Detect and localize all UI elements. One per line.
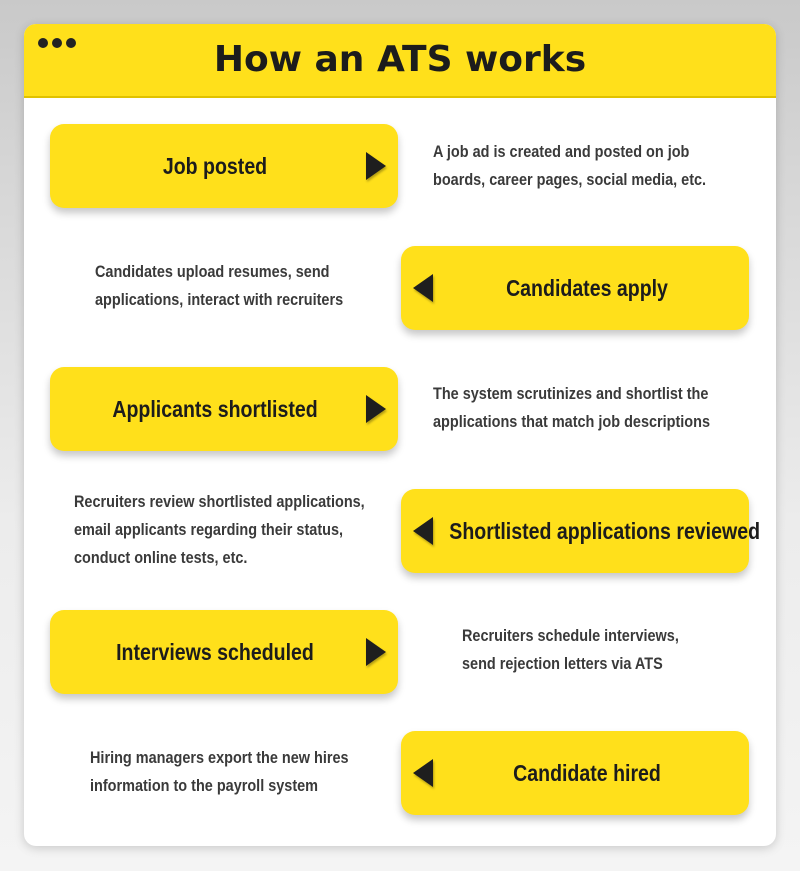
description-line: A job ad is created and posted on job: [433, 142, 690, 161]
arrow-left-icon: [413, 517, 433, 545]
description-line: Recruiters schedule interviews,: [462, 626, 679, 645]
diagram-window: [24, 24, 776, 846]
step-description: [74, 488, 365, 572]
description-line: information to the payroll system: [90, 776, 319, 795]
step-job-posted: [50, 124, 398, 208]
step-applicants-shortlisted: [50, 367, 398, 451]
step-label: Applicants shortlisted: [112, 395, 318, 422]
step-candidate-hired: [401, 731, 749, 815]
step-description: [433, 380, 711, 436]
step-description: [90, 744, 362, 800]
header-bar: [24, 24, 776, 98]
description-line: send rejection letters via ATS: [462, 654, 663, 673]
description-line: Hiring managers export the new hires: [90, 748, 349, 767]
arrow-right-icon: [366, 395, 386, 423]
step-description: [95, 258, 367, 314]
description-line: applications that match job descriptions: [433, 412, 711, 431]
arrow-left-icon: [413, 274, 433, 302]
description-line: boards, career pages, social media, etc.: [433, 170, 707, 189]
step-description: [462, 622, 734, 678]
page-title: How an ATS works: [213, 39, 587, 80]
arrow-left-icon: [413, 759, 433, 787]
description-line: conduct online tests, etc.: [74, 548, 248, 567]
step-label: Candidate hired: [513, 759, 661, 786]
description-line: Candidates upload resumes, send: [95, 262, 330, 281]
description-line: Recruiters review shortlisted applications,: [74, 492, 365, 511]
step-candidates-apply: [401, 246, 749, 330]
arrow-right-icon: [366, 638, 386, 666]
step-label: Shortlisted applications reviewed: [449, 517, 761, 544]
step-label: Interviews scheduled: [116, 638, 314, 665]
step-interviews-scheduled: [50, 610, 398, 694]
description-line: email applicants regarding their status,: [74, 520, 344, 539]
description-line: The system scrutinizes and shortlist the: [433, 384, 709, 403]
step-applications-reviewed: [401, 489, 761, 573]
step-description: [433, 138, 705, 194]
arrow-right-icon: [366, 152, 386, 180]
step-label: Candidates apply: [506, 274, 668, 301]
description-line: applications, interact with recruiters: [95, 290, 344, 309]
step-label: Job posted: [162, 152, 268, 179]
